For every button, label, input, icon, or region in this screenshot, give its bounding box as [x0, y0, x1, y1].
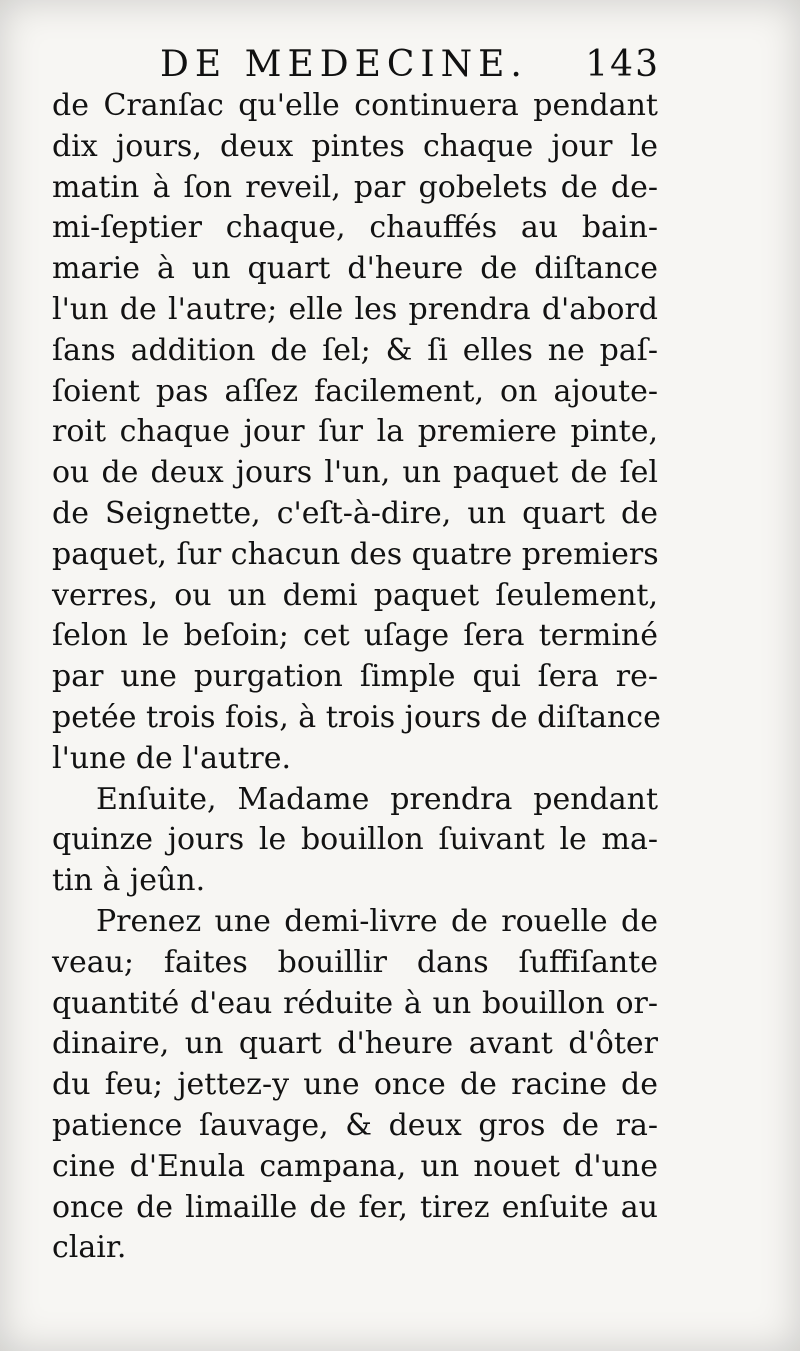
paragraph: [52, 780, 658, 902]
paragraph: [52, 86, 661, 780]
text-line: ſoient pas aſſez facilement, on ajoute-: [52, 373, 658, 409]
text-line: ſans addition de ſel; & ſi elles ne paſ-: [52, 332, 658, 368]
text-line: de Cranſac qu'elle continuera pendant: [52, 88, 658, 123]
text-line: roit chaque jour ſur la premiere pinte,: [52, 414, 658, 450]
paragraph: [52, 902, 658, 1269]
running-head-title: DE MEDECINE.: [160, 44, 528, 85]
text-line: mi-ſeptier chaque, chauffés au bain-: [52, 210, 658, 246]
text-line: clair.: [52, 1230, 127, 1266]
text-line: Prenez une demi-livre de rouelle de: [96, 903, 658, 939]
text-line: cine d'Enula campana, un nouet d'une: [52, 1148, 658, 1184]
text-line: par une purgation ſimple qui ſera re-: [52, 659, 658, 695]
text-line: verres, ou un demi paquet ſeulement,: [52, 577, 658, 613]
text-line: matin à ſon reveil, par gobelets de de-: [52, 169, 658, 205]
text-line: de Seignette, c'eſt-à-dire, un quart de: [52, 495, 658, 531]
text-line: patience ſauvage, & deux gros de ra-: [52, 1107, 658, 1143]
page-number: 143: [585, 44, 660, 85]
text-line: veau; faites bouillir dans ſuffiſante: [52, 944, 658, 980]
text-line: paquet, ſur chacun des quatre premiers: [52, 536, 659, 572]
text-line: ou de deux jours l'un, un paquet de ſel: [52, 455, 658, 491]
text-line: Enſuite, Madame prendra pendant: [96, 781, 658, 817]
text-line: ſelon le beſoin; cet uſage ſera terminé: [52, 618, 658, 654]
text-line: tin à jeûn.: [52, 863, 206, 899]
text-line: once de limaille de fer, tirez enſuite au: [52, 1189, 658, 1225]
body-text: [52, 86, 661, 1269]
text-line: du feu; jettez-y une once de racine de: [52, 1067, 658, 1103]
text-line: petée trois fois, à trois jours de diſtance: [52, 699, 661, 735]
text-line: dix jours, deux pintes chaque jour le: [52, 128, 658, 164]
text-line: l'une de l'autre.: [52, 740, 292, 776]
text-line: quantité d'eau réduite à un bouillon or-: [52, 985, 658, 1021]
text-line: quinze jours le bouillon ſuivant le ma-: [52, 822, 658, 858]
text-line: marie à un quart d'heure de diſtance: [52, 251, 658, 287]
text-line: dinaire, un quart d'heure avant d'ôter: [52, 1026, 658, 1062]
text-line: l'un de l'autre; elle les prendra d'abord: [52, 291, 658, 327]
